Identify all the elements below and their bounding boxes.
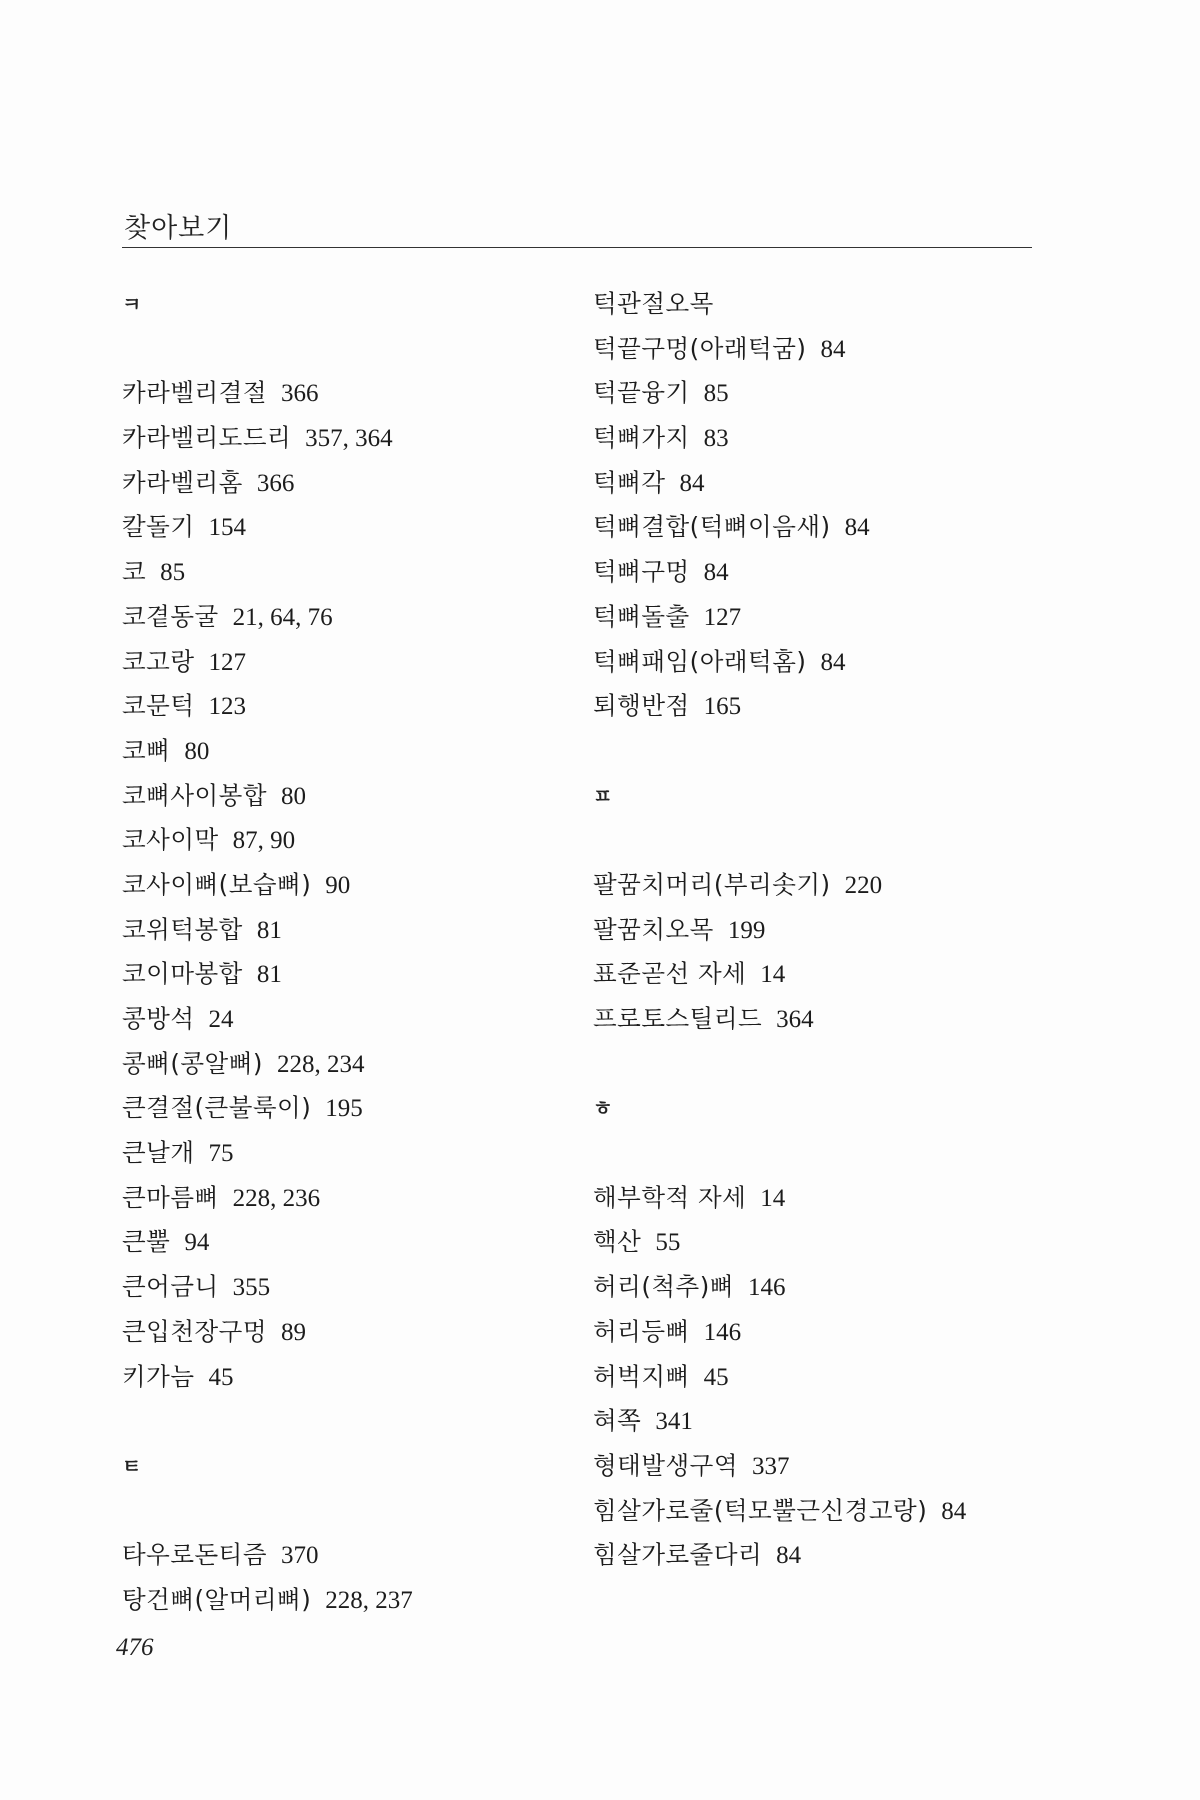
index-entry (122, 997, 572, 1042)
index-page-refs: 195 (325, 1095, 363, 1123)
index-term: 코 (122, 557, 147, 587)
index-entry (122, 640, 572, 685)
index-term: 턱뼈각 (593, 467, 666, 497)
index-term: 턱뼈결합(턱뼈이음새) (593, 512, 831, 542)
index-term: 카라벨리결절 (122, 378, 268, 408)
index-page-refs: 80 (184, 737, 210, 765)
index-term: 해부학적 자세 (593, 1182, 747, 1212)
index-page-refs: 94 (184, 1229, 210, 1257)
index-term: 허벅지뼈 (593, 1361, 690, 1391)
index-page-refs: 90 (325, 871, 351, 899)
index-term: 형태발생구역 (593, 1450, 739, 1480)
index-section (122, 282, 572, 1399)
index-page-refs: 364 (776, 1006, 814, 1033)
index-term: 콩뼈(콩알뼈) (122, 1048, 263, 1078)
index-page-refs: 366 (256, 469, 295, 497)
index-entry (593, 282, 1043, 327)
index-term: 핵산 (593, 1227, 642, 1257)
index-term: 큰어금니 (122, 1272, 219, 1302)
index-term: 칼돌기 (122, 512, 195, 542)
index-page-refs: 14 (760, 1184, 786, 1212)
index-entry (122, 1265, 572, 1310)
index-term: 팔꿈치머리(부리솟기) (593, 869, 831, 899)
index-page-refs: 45 (208, 1363, 234, 1391)
index-term: 코사이막 (122, 825, 219, 855)
section-letter: ㅋ (122, 292, 142, 316)
index-term: 카라벨리도드리 (122, 423, 292, 453)
index-entry (593, 1220, 1043, 1265)
index-entry (593, 997, 1043, 1042)
index-term: 혀쪽 (593, 1406, 642, 1436)
index-term: 타우로돈티즘 (122, 1540, 268, 1570)
index-entry (593, 1489, 1043, 1534)
index-page-refs: 199 (727, 916, 766, 944)
index-page-refs: 220 (844, 871, 883, 899)
index-entry (122, 1310, 572, 1355)
index-entry (122, 371, 572, 416)
right-column (593, 282, 1043, 1578)
index-page-refs: 146 (747, 1274, 786, 1302)
index-term: 코문턱 (122, 691, 195, 721)
index-page-refs: 87, 90 (232, 827, 296, 855)
index-term: 허리등뼈 (593, 1316, 690, 1346)
index-page-refs: 127 (703, 603, 742, 631)
index-term: 턱끝구멍(아래턱굼) (593, 333, 807, 363)
index-entry (122, 684, 572, 729)
index-page-refs: 84 (820, 648, 846, 676)
index-entry (122, 774, 572, 819)
index-entry (593, 684, 1043, 729)
section-gap (593, 1042, 1043, 1087)
index-entry (593, 1265, 1043, 1310)
index-page-refs: 84 (776, 1542, 802, 1570)
index-section (593, 1042, 1043, 1578)
index-page-refs: 366 (281, 380, 319, 408)
index-entry (593, 863, 1043, 908)
index-page-refs: 228, 236 (232, 1184, 321, 1212)
index-entry (122, 729, 572, 774)
index-entry (593, 327, 1043, 372)
index-term: 탕건뼈(알머리뼈) (122, 1584, 312, 1614)
index-term: 코위턱봉합 (122, 914, 243, 944)
index-term: 턱뼈구멍 (593, 557, 690, 587)
index-page-refs: 14 (760, 961, 786, 989)
index-page-refs: 341 (655, 1408, 693, 1436)
index-term: 프로토스틸리드 (593, 1004, 763, 1033)
index-entry (593, 505, 1043, 550)
index-entry (593, 550, 1043, 595)
index-term: 코고랑 (122, 646, 195, 676)
index-page-refs: 84 (941, 1497, 967, 1525)
index-entry (122, 1042, 572, 1087)
index-entry (593, 371, 1043, 416)
index-term: 턱뼈돌출 (593, 601, 690, 631)
index-page-refs: 84 (703, 559, 729, 587)
index-entry (122, 505, 572, 550)
section-gap (593, 729, 1043, 774)
index-page-refs: 45 (703, 1363, 729, 1391)
index-term: 코뼈 (122, 735, 171, 765)
index-term: 코사이뼈(보습뼈) (122, 869, 312, 899)
index-section (593, 729, 1043, 1042)
index-page-refs: 85 (703, 380, 729, 408)
index-page-refs: 24 (208, 1006, 234, 1033)
index-entry (593, 461, 1043, 506)
index-page-refs: 357, 364 (305, 425, 393, 453)
index-entry (122, 595, 572, 640)
page-header-title: 찾아보기 (124, 213, 233, 244)
index-term: 턱뼈가지 (593, 423, 690, 453)
index-entry (122, 550, 572, 595)
index-page-refs: 337 (752, 1452, 790, 1480)
index-page-refs: 165 (703, 693, 742, 721)
index-term: 키가늠 (122, 1361, 195, 1391)
index-term: 힘살가로줄(턱모뿔근신경고랑) (593, 1495, 928, 1525)
index-entry (122, 952, 572, 997)
index-term: 팔꿈치오목 (593, 914, 714, 944)
index-term: 콩방석 (122, 1004, 195, 1033)
index-entry (122, 1131, 572, 1176)
index-term: 턱뼈패임(아래턱홈) (593, 646, 807, 676)
index-term: 턱관절오목 (593, 289, 714, 318)
index-term: 카라벨리홈 (122, 467, 243, 497)
index-entry (122, 1355, 572, 1400)
index-page-refs: 83 (703, 425, 729, 453)
index-entry (593, 952, 1043, 997)
page-number: 476 (116, 1634, 154, 1661)
index-entry (122, 1533, 572, 1578)
index-term: 큰날개 (122, 1138, 195, 1168)
index-page-refs: 81 (256, 916, 282, 944)
index-term: 힘살가로줄다리 (593, 1540, 763, 1570)
header-rule (122, 247, 1032, 248)
index-entry (122, 1176, 572, 1221)
index-page-refs: 85 (160, 559, 186, 587)
index-page-refs: 84 (820, 335, 846, 363)
index-page-refs: 55 (655, 1229, 681, 1257)
index-entry (122, 461, 572, 506)
index-page-refs: 80 (281, 782, 307, 810)
index-term: 큰입천장구멍 (122, 1316, 268, 1346)
index-entry (122, 818, 572, 863)
index-entry (122, 1220, 572, 1265)
left-column (122, 282, 572, 1623)
index-page-refs: 154 (208, 514, 247, 542)
index-page-refs: 228, 237 (325, 1586, 413, 1614)
index-term: 큰뿔 (122, 1227, 171, 1257)
index-page-refs: 123 (208, 693, 247, 721)
index-page-refs: 355 (232, 1274, 271, 1302)
index-entry (593, 1444, 1043, 1489)
index-term: 큰결절(큰불룩이) (122, 1093, 312, 1123)
index-entry (122, 1578, 572, 1623)
index-entry (593, 1310, 1043, 1355)
index-term: 허리(척추)뼈 (593, 1272, 734, 1302)
index-entry (593, 640, 1043, 685)
section-gap (122, 1399, 572, 1444)
index-page-refs: 228, 234 (276, 1050, 365, 1078)
section-letter: ㅌ (122, 1453, 142, 1478)
section-letter: ㅎ (593, 1096, 613, 1121)
index-term: 표준곧선 자세 (593, 959, 747, 989)
index-page-refs: 81 (256, 961, 282, 989)
section-letter: ㅍ (593, 783, 613, 808)
index-entry (122, 908, 572, 953)
index-entry (593, 1355, 1043, 1400)
index-section (122, 1399, 572, 1622)
index-entry (593, 416, 1043, 461)
index-page-refs: 75 (208, 1140, 234, 1168)
index-entry (122, 1086, 572, 1131)
index-term: 코곁동굴 (122, 601, 219, 631)
index-page-refs: 84 (844, 514, 870, 542)
index-page-refs: 370 (281, 1542, 319, 1570)
index-page-refs: 127 (208, 648, 247, 676)
index-term: 퇴행반점 (593, 691, 690, 721)
index-entry (593, 908, 1043, 953)
index-page-refs: 84 (679, 469, 705, 497)
index-term: 코이마봉합 (122, 959, 243, 989)
index-entry (593, 1399, 1043, 1444)
index-term: 턱끝융기 (593, 378, 690, 408)
index-section (593, 282, 1043, 729)
index-entry (593, 595, 1043, 640)
index-term: 코뼈사이봉합 (122, 780, 268, 810)
index-entry (593, 1176, 1043, 1221)
index-page-refs: 89 (281, 1318, 307, 1346)
index-entry (122, 416, 572, 461)
index-entry (593, 1533, 1043, 1578)
index-term: 큰마름뼈 (122, 1182, 219, 1212)
index-entry (122, 863, 572, 908)
index-page-refs: 21, 64, 76 (232, 603, 333, 631)
index-page-refs: 146 (703, 1318, 742, 1346)
